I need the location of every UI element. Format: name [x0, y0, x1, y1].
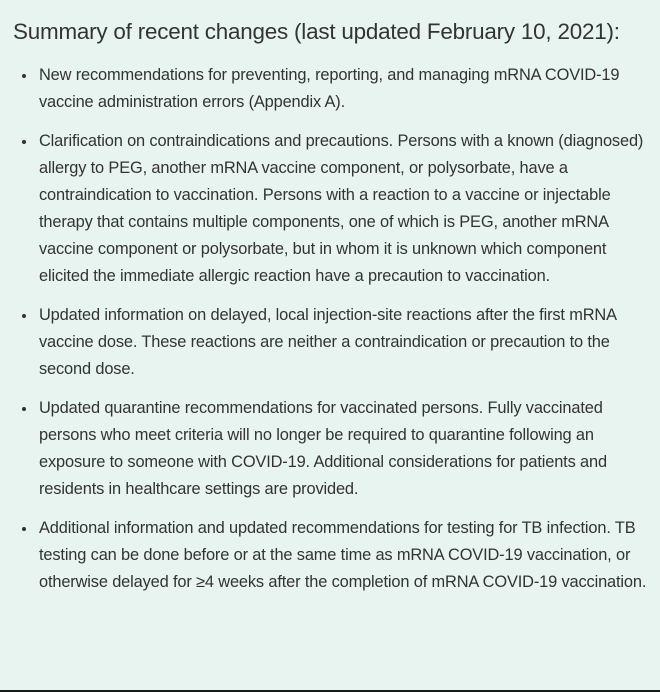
- list-item-tb-testing: • Additional information and updated recommendations for testing for TB infection. TB testing can be done before or at the same time as mRNA COVID-19 vaccination, or otherwise delayed for ≥4 weeks after the completion of mRNA COVID-19 vaccination.: [37, 515, 647, 596]
- list-item-contraindications-precautions: • Clarification on contraindications and precautions. Persons with a known (diagnosed) allergy to PEG, another mRNA vaccine component, or polysorbate, have a contraindication to vaccination. Persons with a reaction to a vaccine or injectable therapy that contains multiple components, one of which is PEG, another mRNA vaccine component or polysorbate, but in whom it is unknown which component elicited the immediate allergic reaction have a precaution to vaccination.: [37, 128, 647, 290]
- list-item-injection-site-reactions: • Updated information on delayed, local injection-site reactions after the first mRNA vaccine dose. These reactions are neither a contraindication or precaution to the second dose.: [37, 302, 647, 383]
- section-heading: Summary of recent changes (last updated February 10, 2021):: [13, 19, 620, 44]
- changes-list: [0, 62, 660, 596]
- list-item-quarantine-recommendations: • Updated quarantine recommendations for vaccinated persons. Fully vaccinated persons who meet criteria will no longer be required to quarantine following an exposure to someone with COVID-19. Additional considerations for patients and residents in healthcare settings are provided.: [37, 395, 647, 503]
- list-item-administration-errors: • New recommendations for preventing, reporting, and managing mRNA COVID-19 vaccine administration errors (Appendix A).: [37, 62, 647, 116]
